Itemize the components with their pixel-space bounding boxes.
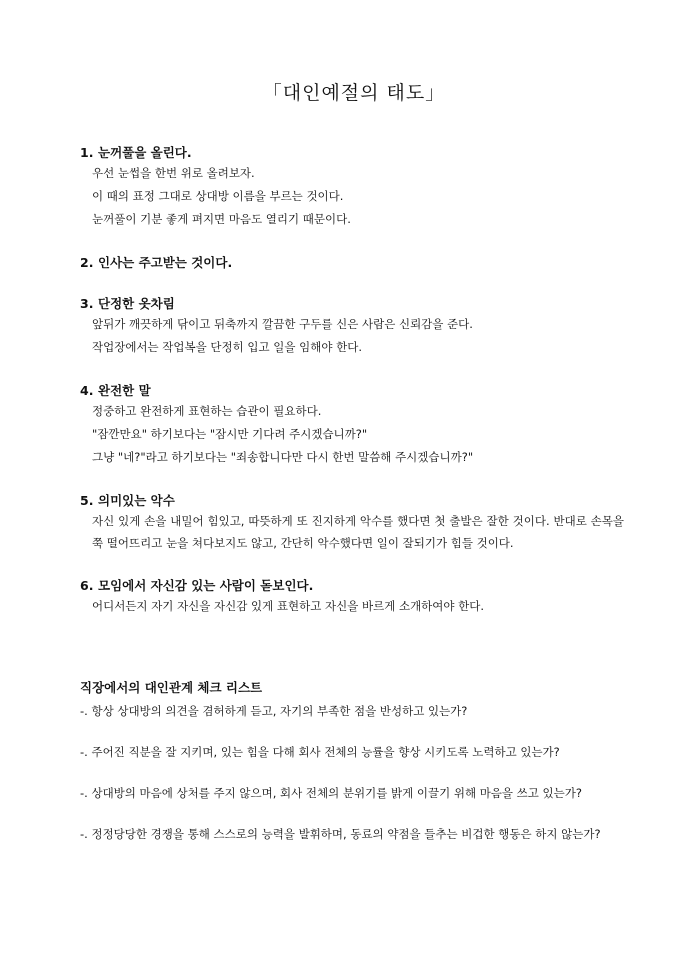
section-heading — [80, 143, 624, 162]
section-heading — [80, 576, 624, 595]
checklist — [80, 678, 624, 845]
section-number: 1. — [80, 145, 94, 160]
section-heading — [80, 491, 624, 510]
section-heading-text: 모임에서 자신감 있는 사람이 돋보인다. — [98, 578, 314, 593]
section-number: 4. — [80, 383, 94, 398]
section-line: 앞뒤가 깨끗하게 닦이고 뒤축까지 깔끔한 구두를 신은 사람은 신뢰감을 준다. — [92, 317, 473, 331]
document-title: 「대인예절의 태도」 — [262, 82, 446, 104]
section-heading-text: 단정한 옷차림 — [98, 296, 175, 311]
checklist-item: -. 주어진 직분을 잘 지키며, 있는 힘을 다해 회사 전체의 능률을 향상 시키도록 노력하고 있는가? — [80, 745, 560, 759]
section-3 — [80, 294, 624, 359]
section-5 — [80, 491, 624, 554]
section-heading — [80, 294, 624, 313]
section-heading — [80, 253, 624, 272]
section-number: 6. — [80, 578, 94, 593]
section-heading-text: 눈꺼풀을 올린다. — [98, 145, 192, 160]
section-line: 우선 눈썹을 한번 위로 올려보자. — [92, 166, 255, 180]
section-line: 이 때의 표정 그대로 상대방 이름을 부르는 것이다. — [92, 189, 344, 203]
section-4 — [80, 381, 624, 469]
section-heading-text: 완전한 말 — [98, 383, 151, 398]
section-1 — [80, 143, 624, 231]
checklist-item: -. 상대방의 마음에 상처를 주지 않으며, 회사 전체의 분위기를 밝게 이끌기 위해 마음을 쓰고 있는가? — [80, 786, 582, 800]
section-2 — [80, 253, 624, 272]
checklist-item: -. 항상 상대방의 의견을 겸허하게 듣고, 자기의 부족한 점을 반성하고 있는가? — [80, 704, 468, 718]
checklist-item: -. 정정당당한 경쟁을 통해 스스로의 능력을 발휘하며, 동료의 약점을 들추는 비겁한 행동은 하지 않는가? — [80, 827, 601, 841]
checklist-heading: 직장에서의 대인관계 체크 리스트 — [80, 680, 263, 695]
section-number: 2. — [80, 255, 94, 270]
section-number: 5. — [80, 493, 94, 508]
section-line: 어디서든지 자기 자신을 자신감 있게 표현하고 자신을 바르게 소개하여야 한다. — [92, 599, 485, 613]
section-heading — [80, 381, 624, 400]
section-line: 눈꺼풀이 기분 좋게 펴지면 마음도 열리기 때문이다. — [92, 212, 351, 226]
section-heading-text: 의미있는 악수 — [98, 493, 175, 508]
section-line: 그냥 "네?"라고 하기보다는 "죄송합니다만 다시 한번 말씀해 주시겠습니까?" — [92, 450, 474, 464]
section-heading-text: 인사는 주고받는 것이다. — [98, 255, 233, 270]
section-6 — [80, 576, 624, 618]
section-paragraph: 자신 있게 손을 내밀어 힘있고, 따뜻하게 또 진지하게 악수를 했다면 첫 출발은 잘한 것이다. 반대로 손목을 쭉 떨어뜨리고 눈을 쳐다보지도 않고, 간단히 악수했다면 일이 잘되기가 힘들 것이다. — [92, 514, 624, 550]
section-line: "잠깐만요" 하기보다는 "잠시만 기다려 주시겠습니까?" — [92, 427, 368, 441]
section-line: 작업장에서는 작업복을 단정히 입고 일을 임해야 한다. — [92, 340, 362, 354]
section-line: 정중하고 완전하게 표현하는 습관이 필요하다. — [92, 404, 322, 418]
section-number: 3. — [80, 296, 94, 311]
